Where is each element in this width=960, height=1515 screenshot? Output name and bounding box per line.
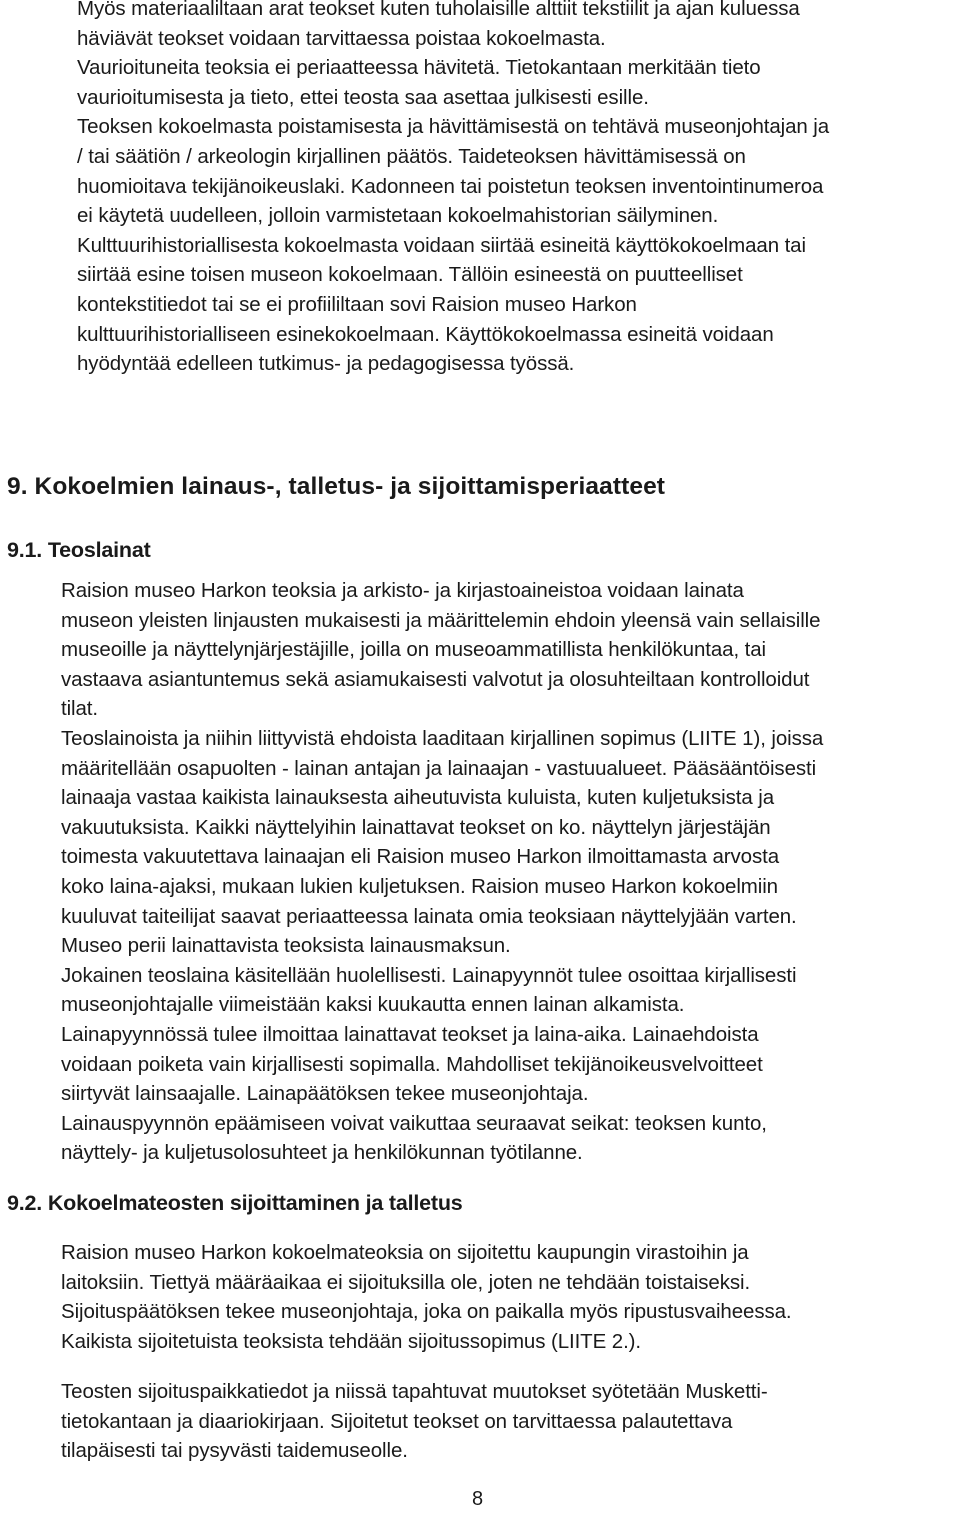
text-line: siirtyvät lainsaajalle. Lainapäätöksen tekee museonjohtaja. [61,1082,589,1106]
text-line: Kaikista sijoitetuista teoksista tehdään sijoitussopimus (LIITE 2.). [61,1329,641,1353]
text-line: siirtää esine toisen museon kokoelmaan. Tällöin esineestä on puutteelliset [77,263,743,287]
text-line: Teoslainoista ja niihin liittyvistä ehdoista laaditaan kirjallinen sopimus (LIITE 1), joissa [61,726,824,750]
text-line: voidaan poiketa vain kirjallisesti sopimalla. Mahdolliset tekijänoikeusvelvoitteet [61,1052,763,1076]
text-line: vakuutuksista. Kaikki näyttelyihin lainattavat teokset on ko. näyttelyn järjestäjän [61,815,771,839]
text-line: kulttuurihistorialliseen esinekokoelmaan. Käyttökokoelmassa esineitä voidaan [77,322,774,346]
text-line: Teoksen kokoelmasta poistamisesta ja hävittämisestä on tehtävä museonjohtajan ja [77,115,830,139]
section-heading-9: 9. Kokoelmien lainaus-, talletus- ja sijoittamisperiaatteet [7,473,666,500]
text-line: tilat. [61,697,98,721]
text-line: museoille ja näyttelynjärjestäjille, joilla on museoammatillista henkilökuntaa, tai [61,638,766,662]
text-line: tietokantaan ja diaariokirjaan. Sijoitetut teokset on tarvittaessa palautettava [61,1409,733,1433]
text-line: / tai säätiön / arkeologin kirjallinen päätös. Taideteoksen hävittämisessä on [77,144,746,168]
text-line: hyödyntää edelleen tutkimus- ja pedagogisessa työssä. [77,352,575,376]
text-line: Sijoituspäätöksen tekee museonjohtaja, joka on paikalla myös ripustusvaiheessa. [61,1300,792,1324]
text-line: museon yleisten linjausten mukaisesti ja määrittelemin ehdoin yleensä vain sellaisille [61,608,821,632]
text-line: vastaava asiantuntemus sekä asiamukaisesti valvotut ja olosuhteiltaan kontrolloidut [61,667,810,691]
intro-paragraph [77,0,829,379]
text-line: häviävät teokset voidaan tarvittaessa poistaa kokoelmasta. [77,26,606,50]
text-line: Lainauspyynnön epäämiseen voivat vaikuttaa seuraavat seikat: teoksen kunto, [61,1111,767,1135]
subsection-heading-9-1: 9.1. Teoslainat [7,538,151,562]
subsection-heading-9-2: 9.2. Kokoelmateosten sijoittaminen ja talletus [7,1191,463,1215]
text-line: museonjohtajalle viimeistään kaksi kuukautta ennen lainan alkamista. [61,993,685,1017]
text-line: Lainapyynnössä tulee ilmoittaa lainattavat teokset ja laina-aika. Lainaehdoista [61,1022,759,1046]
text-line: ei käytetä uudelleen, jolloin varmistetaan kokoelmahistorian säilyminen. [77,204,719,228]
text-line: Teosten sijoituspaikkatiedot ja niissä tapahtuvat muutokset syötetään Musketti- [61,1380,768,1403]
text-line: Jokainen teoslaina käsitellään huolellisesti. Lainapyynnöt tulee osoittaa kirjallisesti [61,963,797,987]
text-line: Raision museo Harkon kokoelmateoksia on sijoitettu kaupungin virastoihin ja [61,1241,749,1264]
text-line: toimesta vakuutettava lainaajan eli Raision museo Harkon ilmoittamasta arvosta [61,845,780,869]
page-number: 8 [472,1488,484,1510]
text-line: näyttely- ja kuljetusolosuhteet ja henkilökunnan työtilanne. [61,1141,583,1165]
text-line: määritellään osapuolten - lainan antajan ja lainaajan - vastuualueet. Pääsääntöisesti [61,756,817,780]
text-line: Vaurioituneita teoksia ei periaatteessa hävitetä. Tietokantaan merkitään tieto [77,56,761,80]
text-line: Myös materiaaliltaan arat teokset kuten tuholaisille alttiit tekstiilit ja ajan kuluessa [77,0,800,20]
text-line: koko laina-ajaksi, mukaan lukien kuljetuksen. Raision museo Harkon kokoelmiin [61,874,778,898]
sijoittaminen-paragraph-1 [61,1238,792,1356]
text-line: kuuluvat taiteilijat saavat periaatteessa lainata omia teoksiaan näyttelyjään varten. [61,904,797,928]
text-line: Museo perii lainattavista teoksista lainausmaksun. [61,934,511,958]
text-line: huomioitava tekijänoikeuslaki. Kadonneen tai poistetun teoksen inventointinumeroa [77,174,824,198]
sijoittaminen-paragraph-2 [61,1377,768,1466]
text-line: laitoksiin. Tiettyä määräaikaa ei sijoituksilla ole, joten ne tehdään toistaiseksi. [61,1270,751,1294]
text-line: Raision museo Harkon teoksia ja arkisto- ja kirjastoaineistoa voidaan lainata [61,579,744,602]
text-line: lainaaja vastaa kaikista lainauksesta aiheutuvista kuluista, kuten kuljetuksista ja [61,786,775,810]
teoslainat-paragraph [61,576,823,1168]
text-line: tilapäisesti tai pysyvästi taidemuseolle. [61,1439,408,1463]
text-line: Kulttuurihistoriallisesta kokoelmasta voidaan siirtää esineitä käyttökokoelmaan tai [77,233,806,257]
text-line: vaurioitumisesta ja tieto, ettei teosta saa asettaa julkisesti esille. [77,85,649,109]
text-line: kontekstitiedot tai se ei profiililtaan sovi Raision museo Harkon [77,292,637,316]
